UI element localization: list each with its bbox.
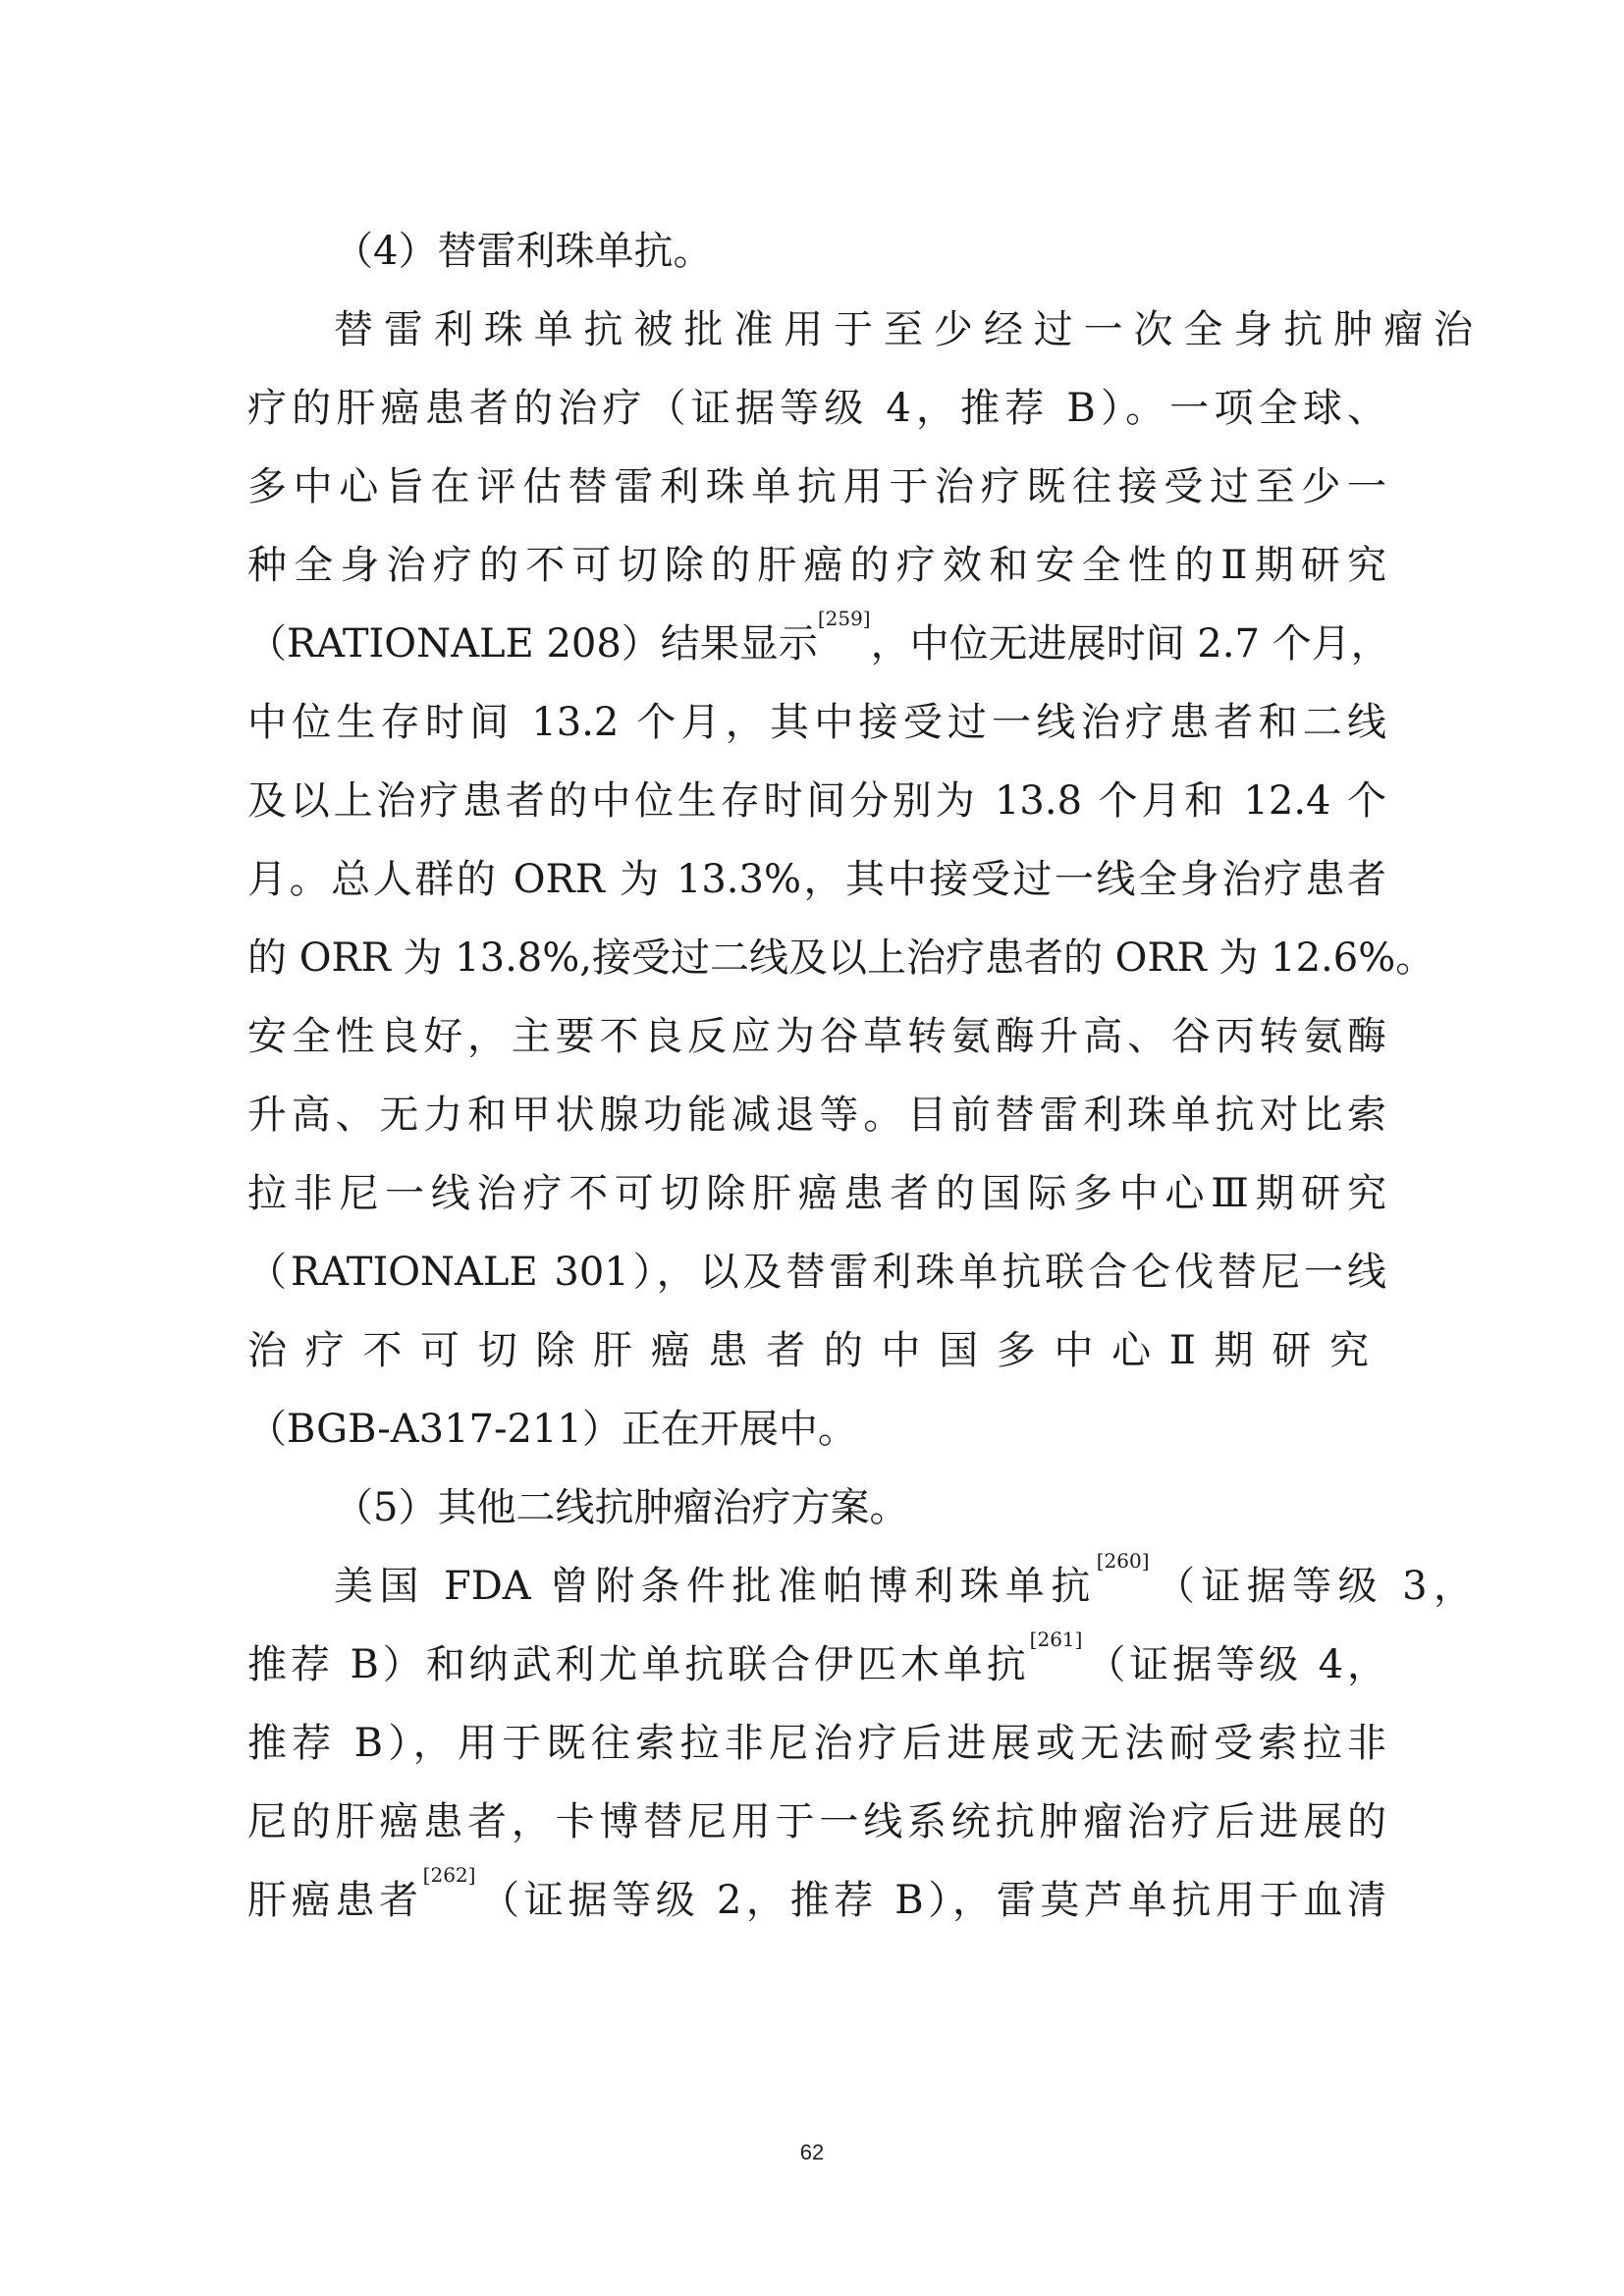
paragraph-line: [247, 1243, 1386, 1302]
paragraph-line: [247, 693, 1386, 752]
line-text: 疗的肝癌患者的治疗（证据等级 4，推荐 B）。一项全球、: [247, 386, 1386, 431]
section-heading-5: [334, 1478, 1473, 1537]
line-text: 推荐 B）和纳武利尤单抗联合伊匹木单抗: [247, 1642, 1030, 1687]
paragraph-line: [247, 1321, 1386, 1380]
line-text: 升高、无力和甲状腺功能减退等。目前替雷利珠单抗对比索: [247, 1093, 1386, 1138]
line-text-tail: ，中位无进展时间 2.7 个月，: [870, 621, 1390, 667]
line-text: 治疗不可切除肝癌患者的中国多中心Ⅱ期研究: [247, 1328, 1386, 1373]
line-text: （4）替雷利珠单抗。: [334, 229, 713, 274]
section-heading-4: [334, 222, 1473, 281]
citation-ref-262: [262]: [422, 1863, 476, 1887]
line-text-tail: （证据等级 4，: [1082, 1642, 1387, 1687]
paragraph-line: [334, 1549, 1473, 1616]
line-text: 美国 FDA 曾附条件批准帕博利珠单抗: [334, 1564, 1097, 1609]
line-text: 肝癌患者: [247, 1878, 423, 1923]
line-text: 多中心旨在评估替雷利珠单抗用于治疗既往接受过至少一: [247, 464, 1386, 509]
paragraph-line-last: [247, 1400, 1386, 1459]
paragraph-line: [247, 850, 1386, 909]
page-number: 62: [799, 2140, 825, 2164]
line-text: 月。总人群的 ORR 为 13.3%，其中接受过一线全身治疗患者: [247, 857, 1386, 902]
line-text: 中位生存时间 13.2 个月，其中接受过一线治疗患者和二线: [247, 700, 1386, 745]
paragraph-line: [247, 379, 1386, 438]
paragraph-line: [334, 300, 1473, 359]
line-text: 拉非尼一线治疗不可切除肝癌患者的国际多中心Ⅲ期研究: [247, 1171, 1386, 1216]
line-text-tail: （证据等级 3，: [1149, 1564, 1473, 1609]
line-text: （BGB-A317-211）正在开展中。: [247, 1407, 857, 1452]
line-text: 的 ORR 为 13.8%,接受过二线及以上治疗患者的 ORR 为 12.6%。: [247, 935, 1435, 981]
line-text: （RATIONALE 208）结果显示: [247, 621, 818, 667]
paragraph-line: [247, 1714, 1386, 1773]
line-text: 替雷利珠单抗被批准用于至少经过一次全身抗肿瘤治: [334, 307, 1473, 352]
citation-ref-259: [259]: [817, 607, 871, 630]
line-text: 及以上治疗患者的中位生存时间分别为 13.8 个月和 12.4 个: [247, 778, 1386, 824]
paragraph-line: [247, 1628, 1387, 1694]
paragraph-line: [247, 929, 1435, 988]
citation-ref-261: [261]: [1029, 1628, 1083, 1651]
line-text: 尼的肝癌患者，卡博替尼用于一线系统抗肿瘤治疗后进展的: [247, 1799, 1386, 1844]
line-text: 推荐 B），用于既往索拉非尼治疗后进展或无法耐受索拉非: [247, 1721, 1386, 1766]
paragraph-line: [247, 1863, 1387, 1930]
paragraph-line: [247, 457, 1386, 516]
line-text: 种全身治疗的不可切除的肝癌的疗效和安全性的Ⅱ期研究: [247, 543, 1386, 588]
line-text: （5）其他二线抗肿瘤治疗方案。: [334, 1485, 909, 1530]
paragraph-line: [247, 1086, 1386, 1145]
paragraph-line: [247, 1007, 1386, 1066]
line-text: （RATIONALE 301），以及替雷利珠单抗联合仑伐替尼一线: [247, 1250, 1386, 1295]
citation-ref-260: [260]: [1096, 1549, 1150, 1573]
paragraph-line: [247, 607, 1390, 673]
line-text: 安全性良好，主要不良反应为谷草转氨酶升高、谷丙转氨酶: [247, 1014, 1386, 1059]
paragraph-line: [247, 536, 1386, 595]
paragraph-line: [247, 1792, 1386, 1851]
paragraph-line: [247, 772, 1386, 830]
paragraph-line: [247, 1164, 1386, 1223]
line-text-tail: （证据等级 2，推荐 B），雷莫芦单抗用于血清: [475, 1878, 1387, 1923]
